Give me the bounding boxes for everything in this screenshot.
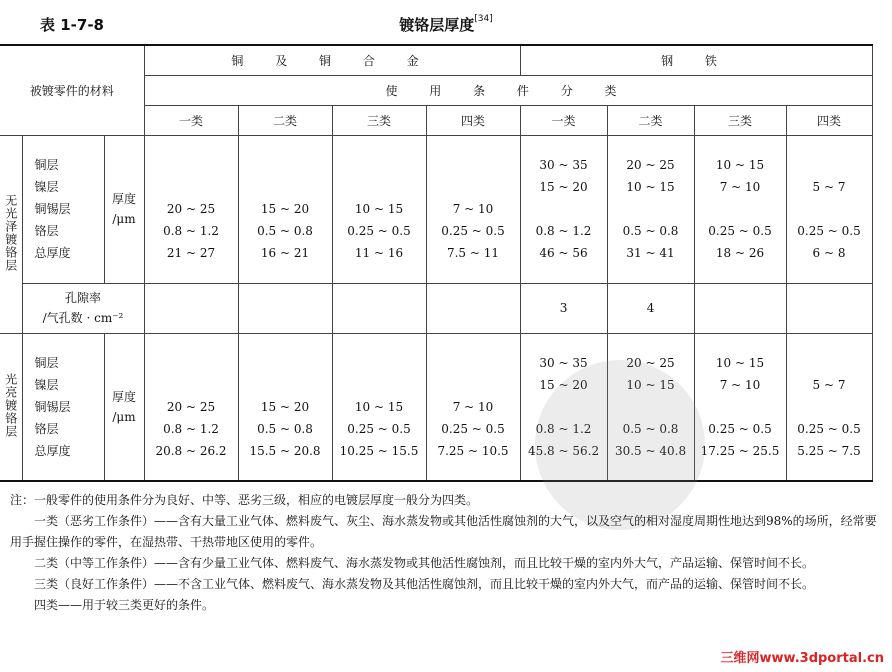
class-header: 二类 [238, 105, 332, 135]
bright-unit: 厚度 /μm [104, 333, 144, 481]
class-header: 四类 [426, 105, 520, 135]
bright-col-4: 7 ~ 10 0.25 ~ 0.5 7.25 ~ 10.5 [426, 333, 520, 481]
note-line: 二类（中等工作条件）——含有少量工业气体、燃料废气、海水蒸发物或其他活性腐蚀剂，而且比较干燥的室内外大气，产品运输、保管时间不长。 [34, 556, 815, 570]
matte-col-3: 10 ~ 15 0.25 ~ 0.5 11 ~ 16 [332, 135, 426, 283]
porosity-value [426, 283, 520, 333]
bright-col-6: 20 ~ 25 10 ~ 15 0.5 ~ 0.8 30.5 ~ 40.8 [607, 333, 694, 481]
bright-col-1: 20 ~ 25 0.8 ~ 1.2 20.8 ~ 26.2 [144, 333, 238, 481]
table-notes [10, 490, 880, 616]
matte-unit: 厚度 /μm [104, 135, 144, 283]
porosity-value: 3 [520, 283, 607, 333]
bright-label: 光亮镀铬层 [0, 333, 22, 481]
note-line: 四类——用于较三类更好的条件。 [34, 598, 215, 612]
chromium-thickness-table [0, 44, 873, 482]
class-header: 一类 [144, 105, 238, 135]
bright-col-5: 30 ~ 35 15 ~ 20 0.8 ~ 1.2 45.8 ~ 56.2 [520, 333, 607, 481]
porosity-value [694, 283, 786, 333]
usage-label: 使 用 条 件 分 类 [144, 75, 872, 105]
bright-col-7: 10 ~ 15 7 ~ 10 0.25 ~ 0.5 17.25 ~ 25.5 [694, 333, 786, 481]
porosity-row [0, 283, 872, 333]
matte-layers: 铜层 镍层 铜锡层 铬层 总厚度 [22, 135, 104, 283]
porosity-value [238, 283, 332, 333]
bright-row [0, 333, 872, 481]
table-number: 表 1-7-8 [40, 16, 104, 34]
table-title: 镀铬层厚度[34] [399, 14, 493, 34]
site-watermark: 三维网www.3dportal.cn [720, 651, 884, 666]
porosity-label: 孔隙率 /气孔数 · cm⁻² [22, 283, 144, 333]
porosity-value [144, 283, 238, 333]
bright-col-8: 5 ~ 7 0.25 ~ 0.5 5.25 ~ 7.5 [786, 333, 872, 481]
matte-col-2: 15 ~ 20 0.5 ~ 0.8 16 ~ 21 [238, 135, 332, 283]
note-line: 一类（恶劣工作条件）——含有大量工业气体、燃料废气、灰尘、海水蒸发物或其他活性腐蚀剂的大气，以及空气的相对湿度周期性地达到98%的场所，经常要用手握住操作的零件，在湿热带、干热带地区使用的零件。 [10, 514, 877, 549]
note-line: 三类（良好工作条件）——不含工业气体、燃料废气、海水蒸发物及其他活性腐蚀剂，而且比较干燥的室内外大气，而产品的运输、保管时间不长。 [34, 577, 815, 591]
group-copper: 铜 及 铜 合 金 [144, 45, 520, 75]
matte-label: 无光泽镀铬层 [0, 135, 22, 333]
table-header [0, 4, 892, 38]
matte-col-4: 7 ~ 10 0.25 ~ 0.5 7.5 ~ 11 [426, 135, 520, 283]
bright-col-3: 10 ~ 15 0.25 ~ 0.5 10.25 ~ 15.5 [332, 333, 426, 481]
class-header: 一类 [520, 105, 607, 135]
matte-col-8: 5 ~ 7 0.25 ~ 0.5 6 ~ 8 [786, 135, 872, 283]
matte-col-1: 20 ~ 25 0.8 ~ 1.2 21 ~ 27 [144, 135, 238, 283]
class-header: 四类 [786, 105, 872, 135]
porosity-value: 4 [607, 283, 694, 333]
bright-layers: 铜层 镍层 铜锡层 铬层 总厚度 [22, 333, 104, 481]
reference-mark: [34] [474, 14, 493, 24]
class-header: 三类 [694, 105, 786, 135]
porosity-value [786, 283, 872, 333]
porosity-value [332, 283, 426, 333]
class-header: 三类 [332, 105, 426, 135]
group-steel: 钢 铁 [520, 45, 872, 75]
matte-col-7: 10 ~ 15 7 ~ 10 0.25 ~ 0.5 18 ~ 26 [694, 135, 786, 283]
material-label: 被镀零件的材料 [0, 45, 144, 135]
class-header: 二类 [607, 105, 694, 135]
matte-col-6: 20 ~ 25 10 ~ 15 0.5 ~ 0.8 31 ~ 41 [607, 135, 694, 283]
matte-col-5: 30 ~ 35 15 ~ 20 0.8 ~ 1.2 46 ~ 56 [520, 135, 607, 283]
bright-col-2: 15 ~ 20 0.5 ~ 0.8 15.5 ~ 20.8 [238, 333, 332, 481]
note-line: 注：一般零件的使用条件分为良好、中等、恶劣三级，相应的电镀层厚度一般分为四类。 [10, 493, 479, 507]
matte-row [0, 135, 872, 283]
